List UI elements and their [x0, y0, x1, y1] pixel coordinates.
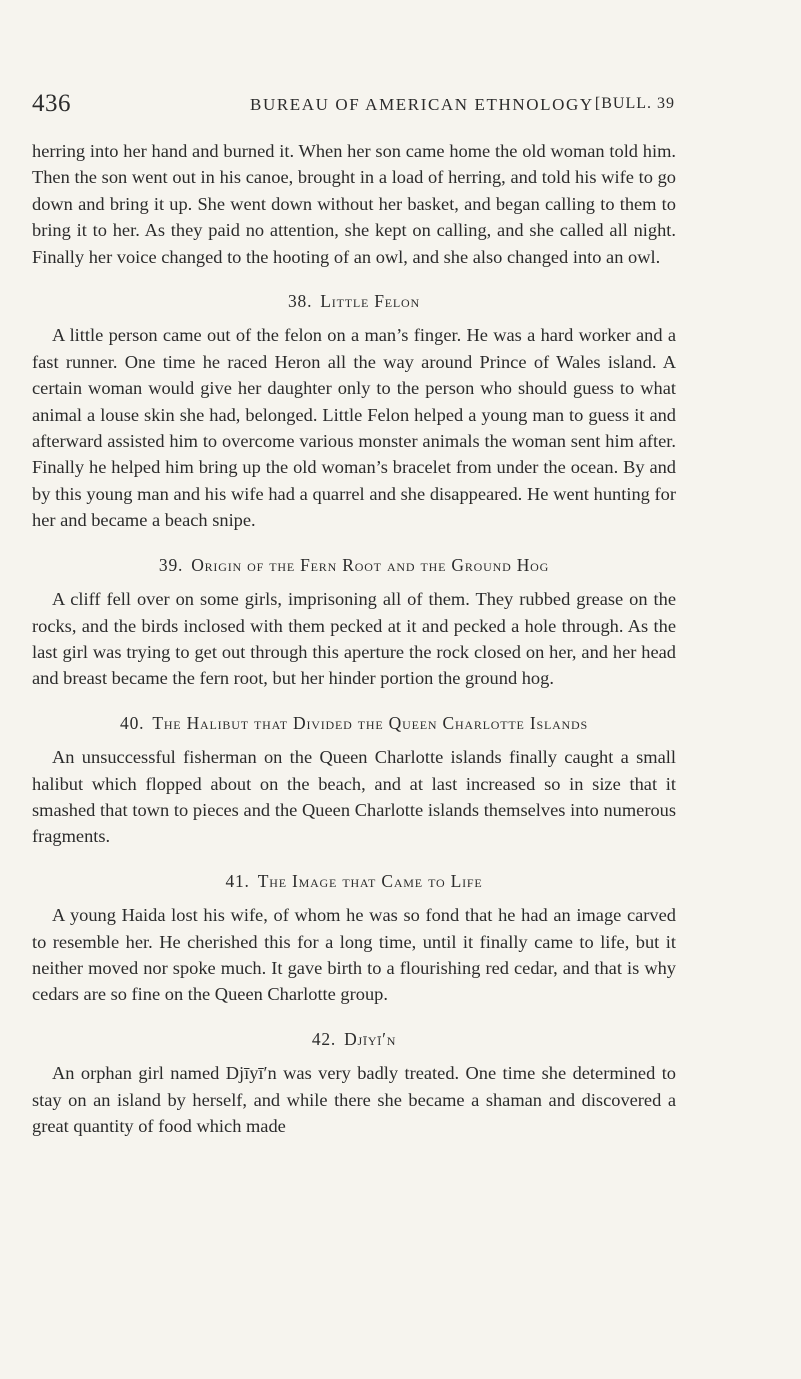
section-heading-41 — [32, 868, 676, 894]
section-paragraph-41: A young Haida lost his wife, of whom he was so fond that he had an image carved to resemble her. He cherished this for a long time, until it finally came to life, but it neither moved nor spoke much. It gave birth to a flourishing red cedar, and that is why cedars are so fine on the Queen Charlotte group. — [32, 905, 676, 1005]
section-number: 40. — [120, 712, 145, 733]
page-header — [32, 90, 675, 120]
section-paragraph-40: An unsuccessful fisherman on the Queen Charlotte islands finally caught a small halibut which flopped about on the beach, and at last increased so in size that it smashed that town to pieces and the Queen Charlotte islands themselves into numerous fragments. — [32, 747, 676, 847]
section-paragraph-38: A little person came out of the felon on a man’s finger. He was a hard worker and a fast runner. One time he raced Heron all the way around Prince of Wales island. A certain woman would give her daughter only to the person who should guess to what animal a louse skin she had, belonged. Little Felon helped a young man to guess it and afterward assisted him to overcome various monster animals the woman sent him after. Finally he helped him bring up the old woman’s bracelet from under the ocean. By and by this young man and his wife had a quarrel and she disappeared. He went hunting for her and became a beach snipe. — [32, 325, 676, 531]
continued-paragraph: herring into her hand and burned it. When her son came home the old woman told him. Then the son went out in his canoe, brought in a load of herring, and told his wife to go down and bring it up. She went down without her basket, and began calling to them to bring it to her. As they paid no attention, she kept on calling, and she called all night. Finally her voice changed to the hooting of an owl, and she also changed into an owl. — [32, 141, 676, 267]
page-body — [32, 138, 676, 1139]
section-title: The Image that Came to Life — [257, 870, 483, 891]
section-heading-39 — [32, 552, 676, 578]
page-number: 436 — [32, 90, 71, 117]
section-heading-38 — [32, 288, 676, 314]
section-number: 39. — [158, 554, 184, 575]
section-title: Origin of the Fern Root and the Ground Hog — [191, 554, 550, 575]
section-paragraph-42: An orphan girl named Djīyī′n was very badly treated. One time she determined to stay on an island by herself, and while there she became a shaman and discovered a great quantity of food which made — [32, 1063, 676, 1136]
section-title: Djīyī′n — [344, 1028, 397, 1049]
section-title: Little Felon — [320, 291, 420, 312]
section-number: 38. — [288, 291, 313, 312]
bulletin-reference: [BULL. 39 — [594, 95, 675, 112]
section-heading-40 — [32, 710, 676, 736]
section-paragraph-39: A cliff fell over on some girls, imprisoning all of them. They rubbed grease on the rocks, and the birds inclosed with them pecked at it and pecked a hole through. As the last girl was trying to get out through this aperture the rock closed on her, and her head and breast became the fern root, but her hinder portion the ground hog. — [32, 589, 676, 689]
section-heading-42 — [32, 1026, 676, 1052]
running-head: BUREAU OF AMERICAN ETHNOLOGY — [250, 95, 594, 114]
section-number: 41. — [225, 870, 250, 891]
section-title: The Halibut that Divided the Queen Charlotte Islands — [152, 712, 588, 733]
section-number: 42. — [311, 1028, 337, 1049]
